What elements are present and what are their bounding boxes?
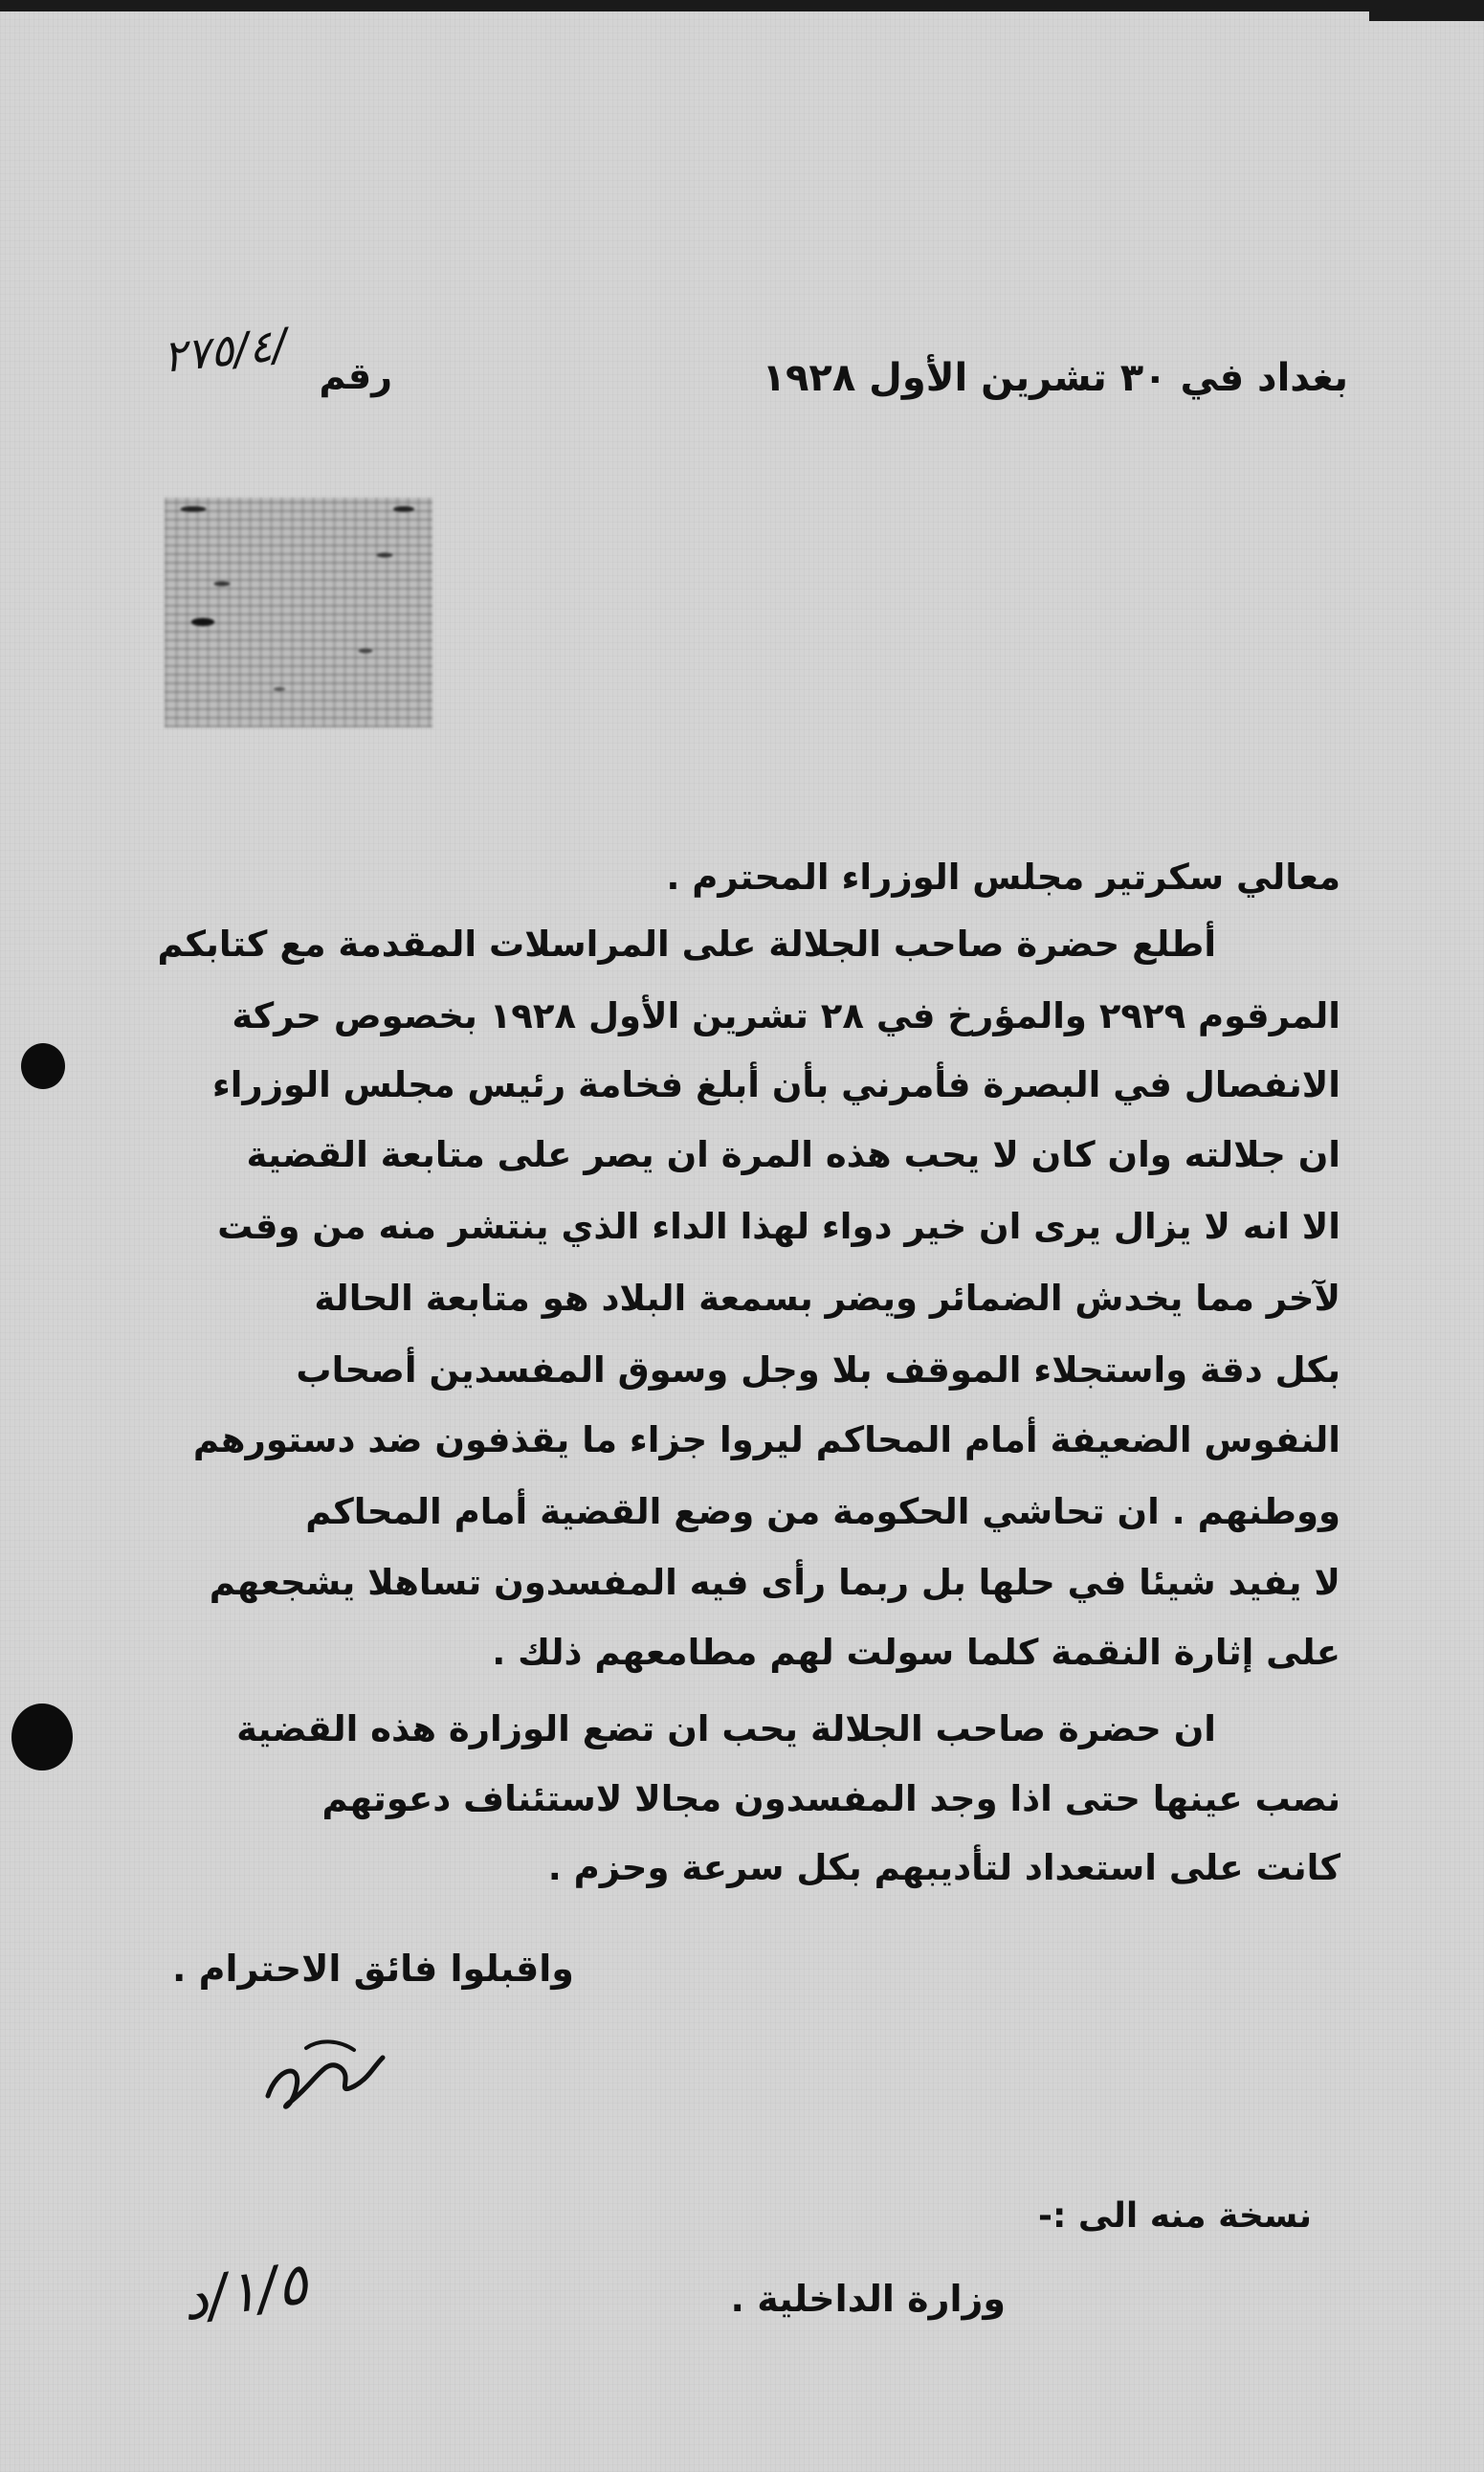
reference-label: رقم bbox=[319, 355, 392, 397]
signature-scribble-icon bbox=[249, 2029, 392, 2125]
scan-top-edge bbox=[0, 0, 1484, 11]
closing-phrase: واقبلوا فائق الاحترام . bbox=[172, 1948, 574, 1990]
letter-line: النفوس الضعيفة أمام المحاكم ليروا جزاء ما يقذفون ضد دستورهم bbox=[192, 1419, 1340, 1460]
scan-top-edge-notch bbox=[1369, 0, 1484, 21]
letter-line: المرقوم ٢٩٢٩ والمؤرخ في ٢٨ تشرين الأول ١٩٢٨ بخصوص حركة bbox=[232, 995, 1340, 1036]
letter-line: أطلع حضرة صاحب الجلالة على المراسلات المقدمة مع كتابكم bbox=[157, 924, 1216, 965]
letter-line: على إثارة النقمة كلما سولت لهم مطامعهم ذلك . bbox=[492, 1632, 1340, 1673]
copy-to-label: نسخة منه الى :- bbox=[1038, 2196, 1312, 2236]
letter-line: الانفصال في البصرة فأمرني بأن أبلغ فخامة رئيس مجلس الوزراء bbox=[211, 1064, 1340, 1105]
redacted-stamp bbox=[165, 498, 432, 727]
signature bbox=[249, 2029, 392, 2125]
filing-mark: ١/٥/د bbox=[177, 2250, 312, 2334]
letter-line: ان حضرة صاحب الجلالة يحب ان تضع الوزارة هذه القضية bbox=[236, 1708, 1216, 1749]
salutation: معالي سكرتير مجلس الوزراء المحترم . bbox=[666, 857, 1340, 898]
copy-recipient: وزارة الداخلية . bbox=[730, 2278, 1006, 2320]
reference-value: ٢٧٥/٤/ bbox=[160, 318, 290, 383]
letter-date: بغداد في ٣٠ تشرين الأول ١٩٢٨ bbox=[762, 356, 1348, 400]
letter-line: نصب عينها حتى اذا وجد المفسدون مجالا لاستئناف دعوتهم bbox=[321, 1778, 1340, 1819]
punch-hole bbox=[11, 1704, 73, 1770]
letter-line: ان جلالته وان كان لا يحب هذه المرة ان يصر على متابعة القضية bbox=[246, 1134, 1340, 1175]
letter-line: ووطنهم . ان تحاشي الحكومة من وضع القضية أمام المحاكم bbox=[305, 1491, 1340, 1532]
letter-line: الا انه لا يزال يرى ان خير دواء لهذا الداء الذي ينتشر منه من وقت bbox=[217, 1206, 1340, 1247]
punch-hole bbox=[21, 1043, 65, 1089]
letter-line: بكل دقة واستجلاء الموقف بلا وجل وسوق المفسدين أصحاب bbox=[296, 1349, 1340, 1391]
letter-line: لا يفيد شيئا في حلها بل ربما رأى فيه المفسدون تساهلا يشجعهم bbox=[209, 1562, 1340, 1603]
letter-line: لآخر مما يخدش الضمائر ويضر بسمعة البلاد هو متابعة الحالة bbox=[314, 1278, 1340, 1319]
letter-line: كانت على استعداد لتأديبهم بكل سرعة وحزم . bbox=[547, 1847, 1340, 1888]
reference-number bbox=[160, 318, 392, 407]
